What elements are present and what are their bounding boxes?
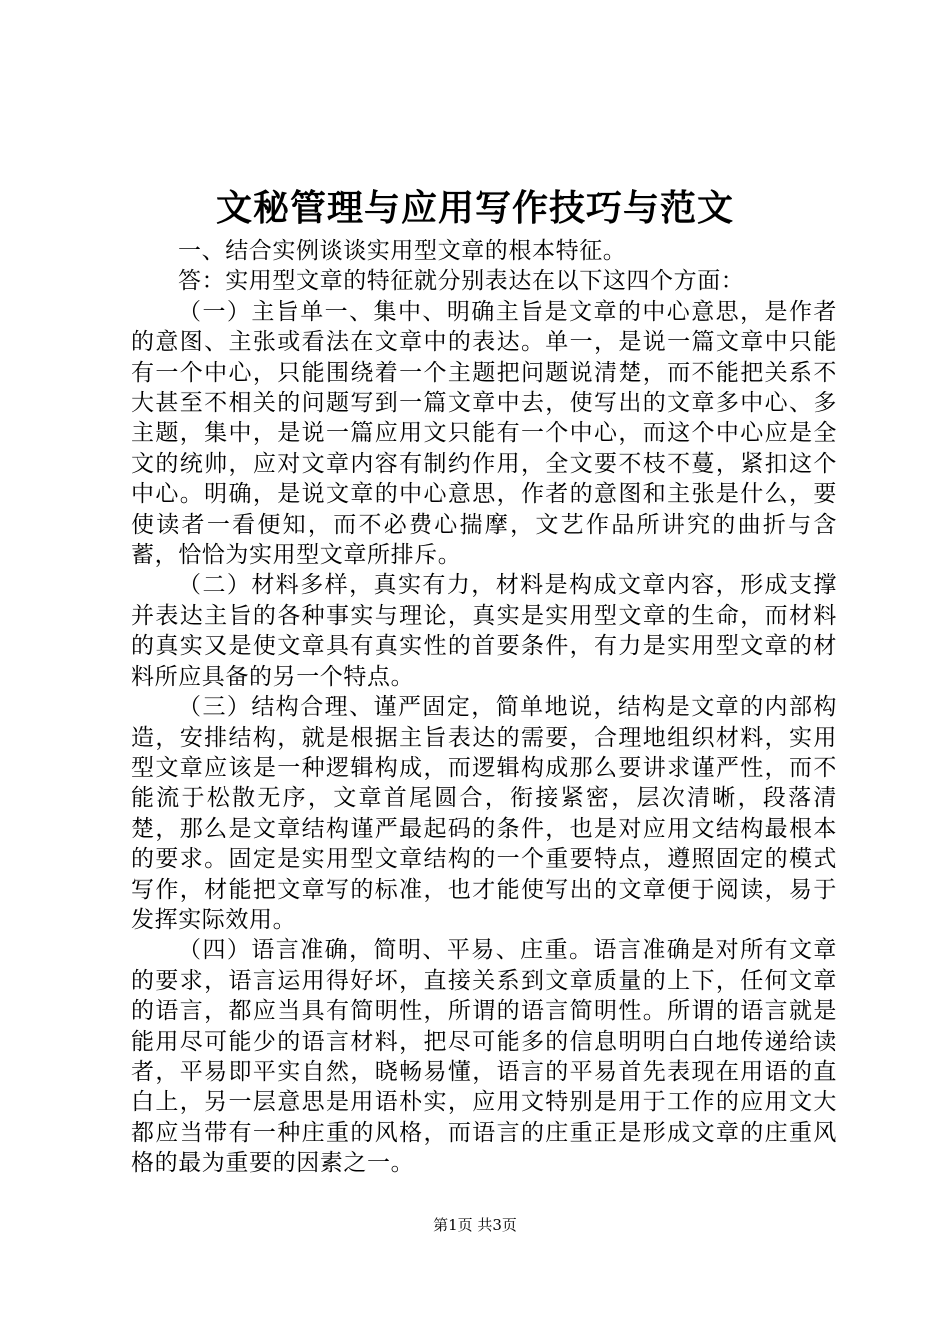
paragraph-point-1: （一）主旨单一、集中、明确主旨是文章的中心意思，是作者的意图、主张或看法在文章中的表达。单一，是说一篇文章中只能有一个中心，只能围绕着一个主题把问题说清楚，而不能把关系不大甚至不相关的问题写到一篇文章中去，使写出的文章多中心、多主题，集中，是说一篇应用文只能有一个中心，而这个中心应是全文的统帅，应对文章内容有制约作用，全文要不枝不蔓，紧扣这个中心。明确，是说文章的中心意思，作者的意图和主张是什么，要使读者一看便知，而不必费心揣摩，文艺作品所讲究的曲折与含蓄，恰恰为实用型文章所排斥。 (131, 298, 837, 569)
paragraph-point-3: （三）结构合理、谨严固定，简单地说，结构是文章的内部构造，安排结构，就是根据主旨表达的需要，合理地组织材料，实用型文章应该是一种逻辑构成，而逻辑构成那么要讲求谨严性，而不能流于松散无序，文章首尾圆合，衔接紧密，层次清晰，段落清楚，那么是文章结构谨严最起码的条件，也是对应用文结构最根本的要求。固定是实用型文章结构的一个重要特点，遵照固定的模式写作，材能把文章写的标准，也才能使写出的文章便于阅读，易于发挥实际效用。 (131, 694, 837, 933)
page-footer: 第1页 共3页 (433, 1216, 517, 1234)
paragraph-point-2: （二）材料多样，真实有力，材料是构成文章内容，形成支撑并表达主旨的各种事实与理论，真实是实用型文章的生命，而材料的真实又是使文章具有真实性的首要条件，有力是实用型文章的材料所应具备的另一个特点。 (131, 572, 837, 690)
answer-intro-paragraph: 答：实用型文章的特征就分别表达在以下这四个方面： (178, 268, 745, 295)
document-title: 文秘管理与应用写作技巧与范文 (215, 187, 734, 229)
document-body (131, 236, 837, 1179)
question-paragraph: 一、结合实例谈谈实用型文章的根本特征。 (178, 238, 627, 264)
paragraph-point-4: （四）语言准确，简明、平易、庄重。语言准确是对所有文章的要求，语言运用得好坏，直接关系到文章质量的上下，任何文章的语言，都应当具有简明性，所谓的语言简明性。所谓的语言就是能用尽可能少的语言材料，把尽可能多的信息明明白白地传递给读者，平易即平实自然，晓畅易懂，语言的平易首先表现在用语的直白上，另一层意思是用语朴实，应用文特别是用于工作的应用文大都应当带有一种庄重的风格，而语言的庄重正是形成文章的庄重风格的最为重要的因素之一。 (131, 937, 837, 1177)
